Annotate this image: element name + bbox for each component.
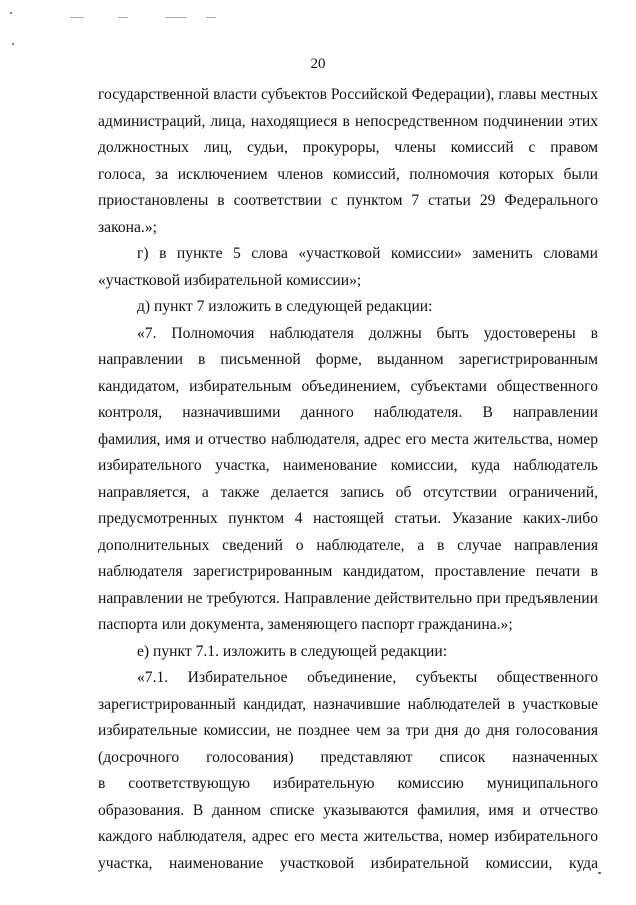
- page-number: 20: [310, 56, 326, 72]
- text-line: направляется, а также делается запись об отсутствии ограничений,: [98, 483, 598, 501]
- text-line: «участковой избирательной комиссии»;: [98, 271, 362, 289]
- text-line: приостановлены в соответствии с пунктом 7 статьи 29 Федерального: [98, 192, 598, 209]
- text-line: г) в пункте 5 слова «участковой комиссии» заменить словами: [137, 245, 598, 262]
- text-line: направлении не требуются. Направление действительно при предъявлении: [98, 589, 598, 607]
- scan-artifact: [206, 17, 216, 18]
- text-line: направлении в письменной форме, выданном зарегистрированным: [98, 351, 598, 368]
- text-line: участка, наименование участковой избирательной комиссии, куда: [98, 854, 598, 872]
- text-line: дополнительных сведений о наблюдателе, а в случае направления: [98, 536, 598, 554]
- scan-artifact: [118, 17, 128, 18]
- text-line: фамилия, имя и отчество наблюдателя, адрес его места жительства, номер: [98, 430, 598, 448]
- text-line: кандидатом, избирательным объединением, субъектами общественного: [98, 377, 598, 395]
- scan-artifact: [165, 17, 187, 18]
- text-line: наблюдателя зарегистрированным кандидатом, проставление печати в: [98, 563, 598, 580]
- text-line: «7.1. Избирательное объединение, субъекты общественного: [137, 669, 598, 686]
- text-line: каждого наблюдателя, адрес его места жительства, номер избирательного: [98, 828, 598, 845]
- text-line: паспорта или документа, заменяющего паспорт гражданина.»;: [98, 616, 513, 633]
- text-line: д) пункт 7 изложить в следующей редакции:: [137, 298, 433, 315]
- text-line: избирательного участка, наименование комиссии, куда наблюдатель: [98, 457, 598, 474]
- scan-artifact: [12, 43, 14, 45]
- document-body: [98, 82, 598, 877]
- text-line: (досрочного голосования) представляют список назначенных: [98, 748, 598, 766]
- text-line: «7. Полномочия наблюдателя должны быть удостоверены в: [137, 324, 598, 342]
- text-line: в соответствующую избирательную комиссию муниципального: [98, 775, 598, 792]
- text-line: образования. В данном списке указываются фамилия, имя и отчество: [98, 801, 598, 819]
- text-line: е) пункт 7.1. изложить в следующей редакции:: [137, 642, 448, 660]
- scan-artifact: [70, 17, 84, 18]
- scan-artifact: [10, 12, 12, 14]
- text-line: зарегистрированный кандидат, назначившие наблюдателей в участковые: [98, 695, 598, 713]
- text-line: предусмотренных пунктом 4 настоящей статьи. Указание каких-либо: [98, 510, 598, 527]
- text-line: голоса, за исключением членов комиссий, полномочия которых были: [98, 165, 598, 183]
- text-line: должностных лиц, судьи, прокуроры, члены комиссий с правом: [98, 139, 598, 156]
- text-line: администраций, лица, находящиеся в непосредственном подчинении этих: [98, 112, 598, 130]
- text-line: контроля, назначившими данного наблюдателя. В направлении: [98, 404, 598, 421]
- scan-artifact: [598, 872, 601, 874]
- text-line: государственной власти субъектов Российской Федерации), главы местных: [98, 86, 598, 103]
- text-line: избирательные комиссии, не позднее чем за три дня до дня голосования: [98, 722, 598, 739]
- text-line: закона.»;: [98, 218, 157, 236]
